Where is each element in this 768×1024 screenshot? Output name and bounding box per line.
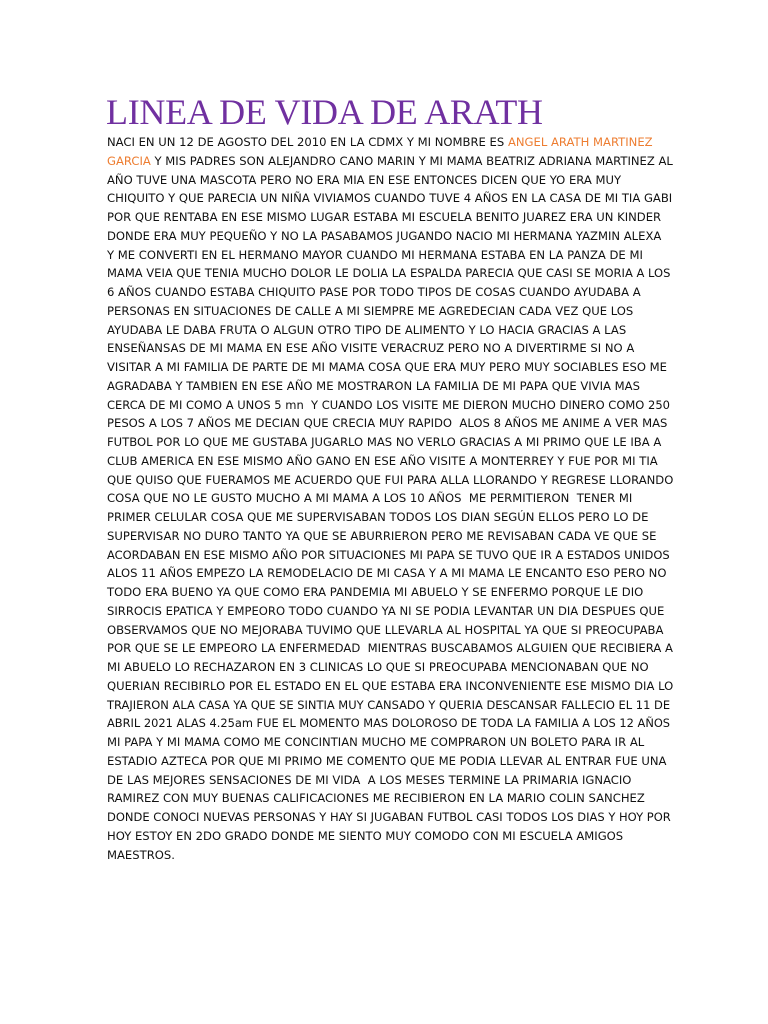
body-line: MI PAPA Y MI MAMA COMO ME CONCINTIAN MUCHO ME COMPRARON UN BOLETO PARA IR AL <box>107 735 645 749</box>
body-line: ACORDABAN EN ESE MISMO AÑO POR SITUACIONES MI PAPA SE TUVO QUE IR A ESTADOS UNIDOS <box>107 547 670 562</box>
body-line <box>107 152 673 171</box>
body-line: MAMA VEIA QUE TENIA MUCHO DOLOR LE DOLIA LA ESPALDA PARECIA QUE CASI SE MORIA A LOS <box>107 266 671 281</box>
body-line: CERCA DE MI COMO A UNOS 5 mn Y CUANDO LOS VISITE ME DIERON MUCHO DINERO COMO 250 <box>107 397 670 412</box>
body-line: DONDE ERA MUY PEQUEÑO Y NO LA PASABAMOS JUGANDO NACIO MI HERMANA YAZMIN ALEXA <box>107 228 662 243</box>
body-line: SUPERVISAR NO DURO TANTO YA QUE SE ABURRIERON PERO ME REVISABAN CADA VE QUE SE <box>107 528 657 543</box>
body-line: QUE QUISO QUE FUERAMOS ME ACUERDO QUE FUI PARA ALLA LLORANDO Y REGRESE LLORANDO <box>107 472 674 487</box>
body-line: CLUB AMERICA EN ESE MISMO AÑO GANO EN ESE AÑO VISITE A MONTERREY Y FUE POR MI TIA <box>107 453 658 468</box>
body-line: SIRROCIS EPATICA Y EMPEORO TODO CUANDO YA NI SE PODIA LEVANTAR UN DIA DESPUES QUE <box>107 603 665 618</box>
body-line: TRAJIERON ALA CASA YA QUE SE SINTIA MUY CANSADO Y QUERIA DESCANSAR FALLECIO EL 11 DE <box>107 697 671 712</box>
body-line: OBSERVAMOS QUE NO MEJORABA TUVIMO QUE LLEVARLA AL HOSPITAL YA QUE SI PREOCUPABA <box>107 622 664 637</box>
body-line: CHIQUITO Y QUE PARECIA UN NIÑA VIVIAMOS CUANDO TUVE 4 AÑOS EN LA CASA DE MI TIA GABI <box>107 191 673 206</box>
document-body <box>107 133 673 864</box>
body-line: POR QUE SE LE EMPEORO LA ENFERMEDAD MIENTRAS BUSCABAMOS ALGUIEN QUE RECIBIERA A <box>107 641 673 656</box>
body-line: RAMIREZ CON MUY BUENAS CALIFICACIONES ME RECIBIERON EN LA MARIO COLIN SANCHEZ <box>107 791 645 806</box>
body-line <box>107 133 673 152</box>
body-line: 6 AÑOS CUANDO ESTABA CHIQUITO PASE POR TODO TIPOS DE COSAS CUANDO AYUDABA A <box>107 285 641 299</box>
body-line: AÑO TUVE UNA MASCOTA PERO NO ERA MIA EN ESE ENTONCES DICEN QUE YO ERA MUY <box>107 172 622 187</box>
body-line: PERSONAS EN SITUACIONES DE CALLE A MI SIEMPRE ME AGREDECIAN CADA VEZ QUE LOS <box>107 303 634 318</box>
document-title: LINEA DE VIDA DE ARATH <box>106 92 543 132</box>
body-line: MAESTROS. <box>107 847 175 862</box>
body-line: ESTADIO AZTECA POR QUE MI PRIMO ME COMENTO QUE ME PODIA LLEVAR AL ENTRAR FUE UNA <box>107 753 667 768</box>
body-line: VISITAR A MI FAMILIA DE PARTE DE MI MAMA COSA QUE ERA MUY PERO MUY SOCIABLES ESO ME <box>107 360 667 374</box>
body-text-segment: Y MIS PADRES SON ALEJANDRO CANO MARIN Y MI MAMA BEATRIZ ADRIANA MARTINEZ AL <box>150 153 673 168</box>
body-line: POR QUE RENTABA EN ESE MISMO LUGAR ESTABA MI ESCUELA BENITO JUAREZ ERA UN KINDER <box>107 210 662 224</box>
body-text-segment: NACI EN UN 12 DE AGOSTO DEL 2010 EN LA CDMX Y MI NOMBRE ES <box>107 135 508 149</box>
student-name-last-part: GARCIA <box>107 153 151 168</box>
body-line: ABRIL 2021 ALAS 4.25am FUE EL MOMENTO MAS DOLOROSO DE TODA LA FAMILIA A LOS 12 AÑOS <box>107 716 671 731</box>
body-line: TODO ERA BUENO YA QUE COMO ERA PANDEMIA MI ABUELO Y SE ENFERMO PORQUE LE DIO <box>107 585 644 599</box>
body-line: DONDE CONOCI NUEVAS PERSONAS Y HAY SI JUGABAN FUTBOL CASI TODOS LOS DIAS Y HOY POR <box>107 810 671 824</box>
body-line: ENSEÑANSAS DE MI MAMA EN ESE AÑO VISITE VERACRUZ PERO NO A DIVERTIRME SI NO A <box>107 341 635 356</box>
body-line: MI ABUELO LO RECHAZARON EN 3 CLINICAS LO QUE SI PREOCUPABA MENCIONABAN QUE NO <box>107 660 649 674</box>
body-line: AYUDABA LE DABA FRUTA O ALGUN OTRO TIPO DE ALIMENTO Y LO HACIA GRACIAS A LAS <box>107 322 627 337</box>
student-name-first-part: ANGEL ARATH MARTINEZ <box>507 135 653 149</box>
body-line: HOY ESTOY EN 2DO GRADO DONDE ME SIENTO MUY COMODO CON MI ESCUELA AMIGOS <box>107 828 624 843</box>
body-line: AGRADABA Y TAMBIEN EN ESE AÑO ME MOSTRARON LA FAMILIA DE MI PAPA QUE VIVIA MAS <box>107 378 640 393</box>
body-line: DE LAS MEJORES SENSACIONES DE MI VIDA A LOS MESES TERMINE LA PRIMARIA IGNACIO <box>107 772 632 787</box>
body-line: PRIMER CELULAR COSA QUE ME SUPERVISABAN TODOS LOS DIAN SEGÚN ELLOS PERO LO DE <box>107 510 649 524</box>
body-line: FUTBOL POR LO QUE ME GUSTABA JUGARLO MAS NO VERLO GRACIAS A MI PRIMO QUE LE IBA A <box>107 435 662 449</box>
body-line: QUERIAN RECIBIRLO POR EL ESTADO EN EL QUE ESTABA ERA INCONVENIENTE ESE MISMO DIA LO <box>107 678 674 693</box>
body-line: COSA QUE NO LE GUSTO MUCHO A MI MAMA A LOS 10 AÑOS ME PERMITIERON TENER MI <box>107 491 633 506</box>
body-line: ALOS 11 AÑOS EMPEZO LA REMODELACIO DE MI CASA Y A MI MAMA LE ENCANTO ESO PERO NO <box>107 566 667 581</box>
body-line: Y ME CONVERTI EN EL HERMANO MAYOR CUANDO MI HERMANA ESTABA EN LA PANZA DE MI <box>107 247 643 262</box>
body-line: PESOS A LOS 7 AÑOS ME DECIAN QUE CRECIA MUY RAPIDO ALOS 8 AÑOS ME ANIME A VER MAS <box>107 416 668 431</box>
